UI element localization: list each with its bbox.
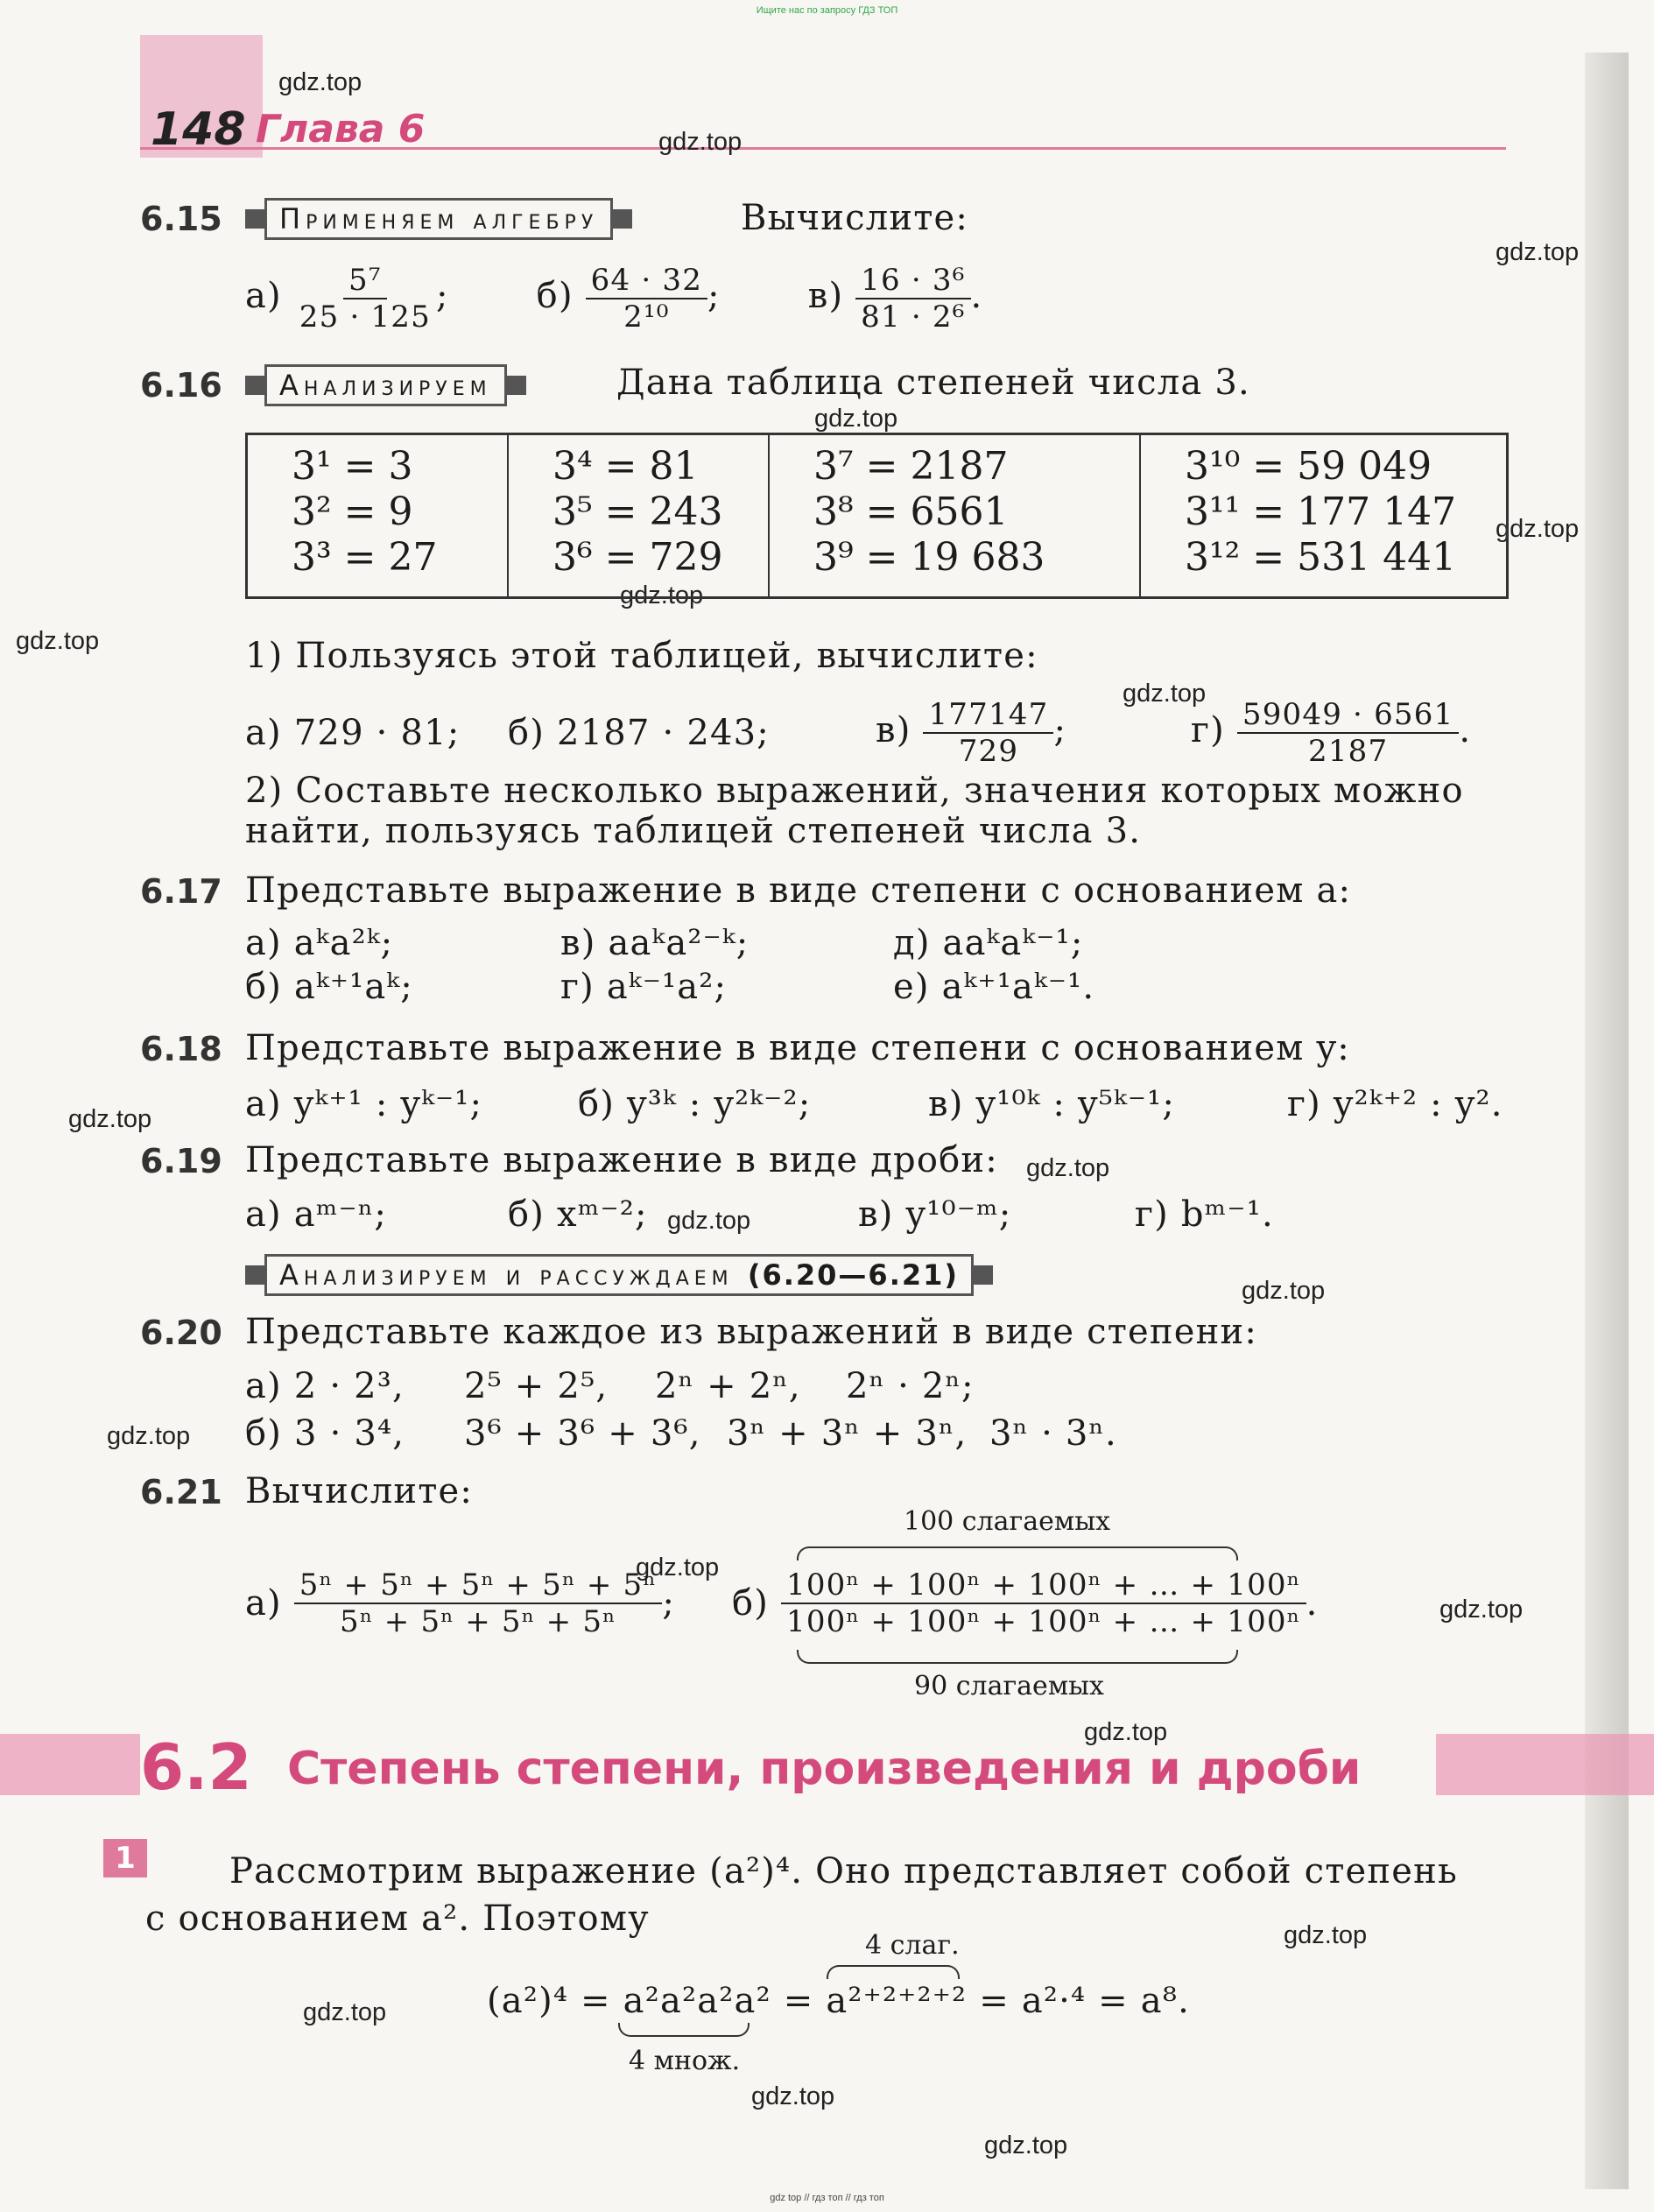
tag-marker [245,376,264,395]
fraction: $\frac{\text{5⁷}}{25 \cdot 125}$ [299,263,431,335]
item-d: д) aaᵏaᵏ⁻¹; [893,923,1084,963]
problem-text: Вычислите: [245,1471,474,1511]
tag-analyze-reason [245,1254,993,1296]
table-column [248,435,509,596]
paragraph-line: с основанием a². Поэтому [145,1899,650,1939]
item-a: а) 729 · 81; [245,713,461,753]
table-cell: 3¹⁰ = 59 049 [1185,444,1432,489]
expression: 3ⁿ + 3ⁿ + 3ⁿ, [727,1413,968,1454]
table-cell: 3⁵ = 243 [553,490,723,534]
problem-items [245,697,1471,769]
tag-marker [507,376,526,395]
problem-number: 6.21 [140,1473,222,1511]
item-b: б) aᵏ⁺¹aᵏ; [245,967,413,1007]
watermark: gdz.top [1284,1921,1368,1949]
item-c: в) $\frac{177147}{729}$ ; [876,697,1067,769]
powers-table [245,433,1509,599]
watermark: gdz.top [1123,680,1207,708]
brace-bottom [618,2023,750,2037]
table-cell: 3² = 9 [292,490,413,534]
watermark: gdz.top [278,68,362,96]
item-g: г) y²ᵏ⁺² : y². [1287,1084,1503,1124]
watermark: gdz.top [16,627,100,655]
tag-label: Применяем алгебру [264,198,613,240]
table-cell: 3⁸ = 6561 [813,490,1009,534]
section-band [1436,1734,1654,1795]
expression: 3⁶ + 3⁶ + 3⁶, [464,1413,701,1454]
question-text: 1) Пользуясь этой таблицей, вычислите: [245,636,1038,676]
item-v: в) y¹⁰ᵏ : y⁵ᵏ⁻¹; [928,1084,1176,1124]
question-text: 2) Составьте несколько выражений, значения которых можно [245,771,1464,811]
problem-text: Вычислите: [741,198,969,238]
fraction: $\frac{\text{5ⁿ + 5ⁿ + 5ⁿ + 5ⁿ + 5ⁿ}}{\text{5ⁿ + 5ⁿ + 5ⁿ + 5ⁿ}}$ [294,1567,663,1639]
problem-items [245,1194,1274,1235]
item-b: б) $\frac{64 \cdot 32}{\text{2¹⁰}}$ ; [536,263,721,335]
brace-bottom [797,1650,1238,1664]
question-text: найти, пользуясь таблицей степеней числа 3. [245,811,1142,851]
brace-top [827,1965,960,1979]
table-cell: 3⁶ = 729 [553,535,723,580]
problem-text: Представьте выражение в виде степени с основанием a: [245,870,1352,911]
watermark: gdz.top [1496,238,1580,266]
item-d: г) $\frac{59049 \cdot 6561}{2187}$ . [1191,697,1472,769]
problem-number: 6.17 [140,872,222,911]
watermark: gdz.top [1439,1596,1524,1624]
tag-marker [245,209,264,229]
item-b: б) $\frac{\text{100ⁿ + 100ⁿ + 100ⁿ + … + 100ⁿ}}{\text{100ⁿ + 100ⁿ + 100ⁿ + … + 100ⁿ}}$ . [732,1567,1319,1639]
watermark: gdz.top [1084,1718,1168,1746]
item-a: а) $\frac{\text{5ⁿ + 5ⁿ + 5ⁿ + 5ⁿ + 5ⁿ}}{\text{5ⁿ + 5ⁿ + 5ⁿ + 5ⁿ}}$ ; [245,1567,675,1639]
fraction: $\frac{\text{100ⁿ + 100ⁿ + 100ⁿ + … + 100ⁿ}}{\text{100ⁿ + 100ⁿ + 100ⁿ + … + 100ⁿ}}$ [781,1567,1306,1639]
fraction: $\frac{177147}{729}$ [923,697,1053,769]
problem-text: Дана таблица степеней числа 3. [616,363,1250,403]
bottom-banner: gdz top // гдз топ // гдз топ [770,2193,884,2203]
table-column [509,435,770,596]
table-cell: 3¹¹ = 177 147 [1185,490,1457,534]
expression: 3ⁿ · 3ⁿ. [989,1413,1117,1454]
formula: (a²)⁴ = a²a²a²a² = a²⁺²⁺²⁺² = a²·⁴ = a⁸. [487,1981,1190,2021]
section-title: Степень степени, произведения и дроби [287,1743,1362,1795]
watermark: gdz.top [658,128,743,156]
expression: 2ⁿ + 2ⁿ, [655,1366,801,1406]
section-band [0,1734,140,1795]
item-c: в) $\frac{\text{16 · 3⁶}}{\text{81 · 2⁶}}$ . [807,263,983,335]
item-badge: 1 [103,1839,147,1877]
item-b: б) 2187 · 243; [508,713,770,753]
problem-text: Представьте выражение в виде степени с основанием y: [245,1028,1350,1068]
tag-marker [613,209,632,229]
fraction: $\frac{\text{16 · 3⁶}}{\text{81 · 2⁶}}$ [855,263,970,335]
expression: а) 2 · 2³, [245,1366,405,1406]
item-a: а) aᵏa²ᵏ; [245,923,394,963]
paragraph-line: Рассмотрим выражение (a²)⁴. Оно представляет собой степень [229,1851,1458,1891]
tag-label: Анализируем и рассуждаем (6.20—6.21) [264,1254,974,1296]
table-column [770,435,1141,596]
item-v: в) y¹⁰⁻ᵐ; [858,1194,1012,1235]
brace-note: 90 слагаемых [914,1671,1104,1701]
item-a: а) aᵐ⁻ⁿ; [245,1194,388,1235]
tag-marker [974,1265,993,1285]
problem-text: Представьте выражение в виде дроби: [245,1140,998,1180]
table-cell: 3¹ = 3 [292,444,413,489]
page-number: 148 [151,103,246,156]
item-b: б) xᵐ⁻²; [508,1194,648,1235]
watermark: gdz.top [1242,1277,1326,1305]
watermark: gdz.top [1496,515,1580,543]
watermark: gdz.top [107,1422,191,1450]
item-b: б) y³ᵏ : y²ᵏ⁻²; [578,1084,812,1124]
fraction: $\frac{64 \cdot 32}{\text{2¹⁰}}$ [586,263,707,335]
expression: 2⁵ + 2⁵, [464,1366,609,1406]
page-edge-shadow [1585,53,1629,2189]
expression: б) 3 · 3⁴, [245,1413,405,1454]
problem-number: 6.20 [140,1314,222,1352]
watermark: gdz.top [1026,1154,1110,1182]
problem-number: 6.19 [140,1142,222,1180]
watermark: gdz.top [68,1105,152,1133]
table-cell: 3³ = 27 [292,535,438,580]
watermark: gdz.top [667,1207,751,1235]
problem-items [245,263,982,335]
watermark: gdz.top [303,1998,387,2026]
section-number: 6.2 [140,1730,252,1804]
chapter-title: Глава 6 [256,107,426,151]
tag-apply-algebra [245,198,632,240]
item-g: г) aᵏ⁻¹a²; [560,967,728,1007]
table-cell: 3¹² = 531 441 [1185,535,1457,580]
table-column [1141,435,1506,596]
problem-number: 6.18 [140,1030,222,1068]
watermark: gdz.top [814,405,898,433]
table-cell: 3⁷ = 2187 [813,444,1009,489]
watermark: gdz.top [984,2131,1068,2159]
item-a: а) yᵏ⁺¹ : yᵏ⁻¹; [245,1084,483,1124]
problem-text: Представьте каждое из выражений в виде степени: [245,1312,1258,1352]
brace-top [797,1546,1238,1560]
top-banner: Ищите нас по запросу ГДЗ ТОП [756,5,898,16]
brace-note: 100 слагаемых [904,1506,1111,1537]
item-v: в) aaᵏa²⁻ᵏ; [560,923,750,963]
item-e: е) aᵏ⁺¹aᵏ⁻¹. [893,967,1095,1007]
watermark: gdz.top [751,2082,835,2110]
brace-note: 4 слаг. [865,1930,960,1961]
item-a: а) $\frac{\text{5⁷}}{25 \cdot 125}$ ; [245,263,449,335]
problem-items [245,1366,975,1406]
fraction: $\frac{59049 \cdot 6561}{2187}$ [1237,697,1460,769]
problem-items [245,967,1094,1007]
problem-items [245,1084,1503,1124]
table-cell: 3⁹ = 19 683 [813,535,1045,580]
item-g: г) bᵐ⁻¹. [1135,1194,1274,1235]
table-cell: 3⁴ = 81 [553,444,699,489]
problem-items [245,1413,1117,1454]
problem-number: 6.16 [140,366,222,405]
watermark: gdz.top [620,581,704,609]
tag-analyze [245,364,526,406]
problem-number: 6.15 [140,200,222,238]
watermark: gdz.top [636,1553,720,1582]
brace-note: 4 множ. [629,2046,741,2076]
tag-label: Анализируем [264,364,507,406]
problem-items [245,923,1084,963]
tag-marker [245,1265,264,1285]
expression: 2ⁿ · 2ⁿ; [846,1366,975,1406]
